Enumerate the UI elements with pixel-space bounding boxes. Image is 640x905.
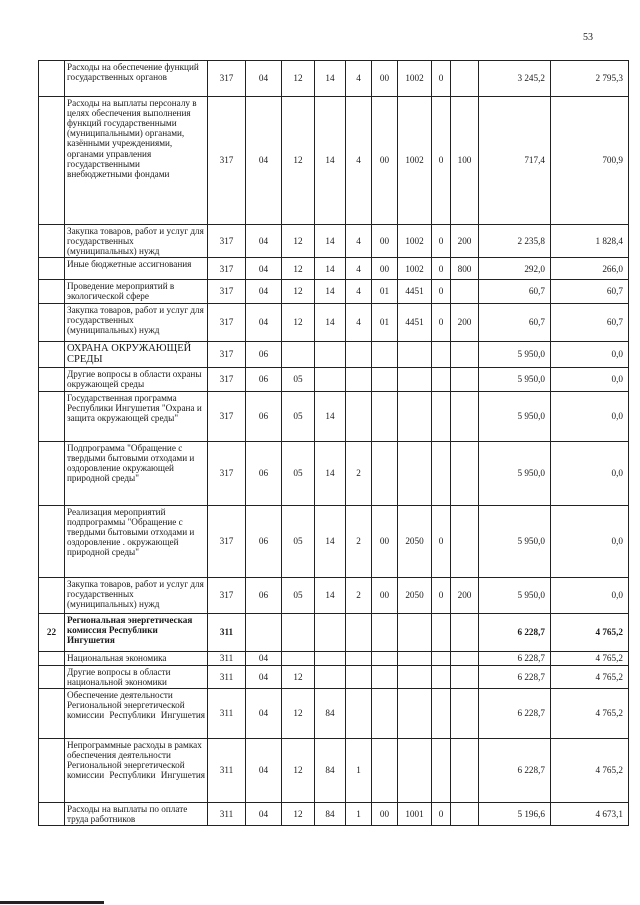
cell-c6: 00 [372,97,398,225]
cell-c4: 84 [315,802,346,825]
table-row [39,738,629,802]
cell-c7 [398,367,432,391]
cell-name: Обеспечение деятельности Региональной энергетической комиссии Республики Ингушетия [65,688,208,738]
cell-c1: 317 [208,367,246,391]
cell-c9 [451,367,479,391]
cell-c4: 84 [315,688,346,738]
cell-c2: 04 [246,280,282,303]
cell-c7: 1002 [398,61,432,97]
cell-num: 22 [39,613,65,651]
cell-c1: 317 [208,303,246,341]
cell-v2: 0,0 [551,441,629,505]
cell-c7: 1002 [398,258,432,280]
table-row [39,367,629,391]
cell-c7 [398,391,432,441]
table-row [39,61,629,97]
cell-num [39,61,65,97]
cell-c7 [398,441,432,505]
cell-name: ОХРАНА ОКРУЖАЮЩЕЙ СРЕДЫ [65,341,208,367]
cell-c8 [432,367,451,391]
cell-c2: 04 [246,802,282,825]
cell-c6: 00 [372,505,398,577]
cell-c8 [432,738,451,802]
cell-c8: 0 [432,505,451,577]
cell-c8 [432,341,451,367]
cell-c6: 00 [372,225,398,258]
cell-c9 [451,61,479,97]
cell-c9 [451,391,479,441]
cell-c2: 04 [246,97,282,225]
cell-c3: 12 [282,225,315,258]
cell-c8: 0 [432,225,451,258]
cell-v1: 292,0 [479,258,551,280]
cell-num [39,688,65,738]
table-row [39,258,629,280]
cell-c7: 1002 [398,97,432,225]
cell-c3: 12 [282,738,315,802]
cell-c3 [282,341,315,367]
cell-c5: 4 [346,97,372,225]
table-row [39,225,629,258]
cell-c5: 2 [346,505,372,577]
cell-c6: 01 [372,303,398,341]
cell-c6 [372,651,398,665]
cell-c4: 14 [315,505,346,577]
cell-c6 [372,367,398,391]
cell-name: Закупка товаров, работ и услуг для государственных (муниципальных) нужд [65,577,208,613]
table-row [39,802,629,825]
cell-c6: 00 [372,802,398,825]
cell-num [39,367,65,391]
cell-name: Расходы на обеспечение функций государственных органов [65,61,208,97]
cell-c5: 1 [346,738,372,802]
page-number: 53 [583,32,593,43]
cell-c1: 311 [208,665,246,688]
cell-v2: 60,7 [551,280,629,303]
cell-v1: 5 196,6 [479,802,551,825]
cell-c1: 317 [208,258,246,280]
cell-c7: 4451 [398,303,432,341]
table-row [39,505,629,577]
cell-c7: 2050 [398,577,432,613]
cell-c9: 100 [451,97,479,225]
cell-c1: 311 [208,651,246,665]
cell-c2: 04 [246,665,282,688]
cell-c1: 317 [208,505,246,577]
cell-c4: 84 [315,738,346,802]
cell-c7 [398,613,432,651]
cell-v2: 4 765,2 [551,665,629,688]
cell-c6 [372,391,398,441]
cell-c5 [346,613,372,651]
cell-c2: 06 [246,441,282,505]
cell-c5 [346,391,372,441]
cell-name: Региональная энергетическая комиссия Республики Ингушетия [65,613,208,651]
cell-c4 [315,665,346,688]
cell-c4: 14 [315,391,346,441]
cell-c5: 4 [346,280,372,303]
cell-num [39,341,65,367]
cell-c2: 06 [246,505,282,577]
cell-c4: 14 [315,280,346,303]
cell-name: Другие вопросы в области охраны окружающей среды [65,367,208,391]
cell-c6 [372,341,398,367]
cell-name: Иные бюджетные ассигнования [65,258,208,280]
cell-v2: 1 828,4 [551,225,629,258]
cell-v1: 5 950,0 [479,577,551,613]
cell-name: Национальная экономика [65,651,208,665]
cell-c2: 06 [246,367,282,391]
cell-c9: 200 [451,303,479,341]
cell-v2: 4 765,2 [551,613,629,651]
cell-c5: 4 [346,225,372,258]
cell-v2: 0,0 [551,367,629,391]
cell-v2: 0,0 [551,341,629,367]
cell-v2: 4 765,2 [551,688,629,738]
table-row [39,577,629,613]
cell-c3: 05 [282,441,315,505]
cell-num [39,441,65,505]
cell-c9 [451,505,479,577]
cell-c3: 12 [282,688,315,738]
cell-c9: 200 [451,225,479,258]
cell-num [39,738,65,802]
cell-v2: 0,0 [551,577,629,613]
table-row [39,665,629,688]
cell-name: Подпрограмма "Обращение с твердыми бытовыми отходами и оздоровление окружающей природной среды" [65,441,208,505]
cell-v2: 0,0 [551,391,629,441]
cell-c8: 0 [432,258,451,280]
cell-c2: 04 [246,303,282,341]
cell-c4: 14 [315,303,346,341]
cell-c5: 2 [346,577,372,613]
cell-c1: 311 [208,802,246,825]
cell-name: Закупка товаров, работ и услуг для государственных (муниципальных) нужд [65,225,208,258]
cell-c2: 04 [246,61,282,97]
table-row [39,688,629,738]
cell-c8: 0 [432,303,451,341]
cell-c7: 1002 [398,225,432,258]
cell-c5: 4 [346,258,372,280]
cell-c6 [372,665,398,688]
cell-c1: 317 [208,391,246,441]
cell-c9 [451,665,479,688]
cell-num [39,225,65,258]
cell-c8: 0 [432,577,451,613]
cell-c3: 12 [282,280,315,303]
cell-c5 [346,367,372,391]
cell-c8 [432,688,451,738]
cell-num [39,280,65,303]
table-row [39,97,629,225]
cell-c5: 2 [346,441,372,505]
cell-c4 [315,613,346,651]
cell-c6 [372,613,398,651]
cell-num [39,97,65,225]
cell-c3: 12 [282,665,315,688]
cell-c3: 05 [282,505,315,577]
cell-num [39,303,65,341]
cell-c7: 1001 [398,802,432,825]
cell-c8 [432,651,451,665]
cell-v1: 3 245,2 [479,61,551,97]
cell-c3: 12 [282,97,315,225]
cell-num [39,651,65,665]
cell-c4: 14 [315,577,346,613]
cell-name: Реализация мероприятий подпрограммы "Обращение с твердыми бытовыми отходами и оздоровление . окружающей природной среды" [65,505,208,577]
cell-c8: 0 [432,97,451,225]
cell-c1: 317 [208,441,246,505]
cell-num [39,258,65,280]
cell-name: Государственная программа Республики Ингушетия "Охрана и защита окружающей среды" [65,391,208,441]
cell-c1: 317 [208,577,246,613]
cell-num [39,577,65,613]
cell-c8: 0 [432,802,451,825]
cell-v2: 0,0 [551,505,629,577]
cell-v1: 6 228,7 [479,665,551,688]
cell-c6 [372,688,398,738]
cell-name: Непрограммные расходы в рамках обеспечения деятельности Региональной энергетической комиссии Республики Ингушетия [65,738,208,802]
cell-c3: 12 [282,258,315,280]
cell-c5 [346,651,372,665]
cell-v2: 700,9 [551,97,629,225]
cell-num [39,505,65,577]
cell-c9: 200 [451,577,479,613]
cell-c9 [451,441,479,505]
cell-c4: 14 [315,441,346,505]
cell-v1: 6 228,7 [479,613,551,651]
cell-c1: 317 [208,280,246,303]
cell-name: Расходы на выплаты персоналу в целях обеспечения выполнения функций государственными (муниципальными) органами, казёнными учреждениями, органами управления государственными внебюджетными фондами [65,97,208,225]
budget-table [38,60,629,826]
cell-c9 [451,802,479,825]
cell-v2: 4 765,2 [551,651,629,665]
cell-c1: 317 [208,341,246,367]
cell-c4: 14 [315,61,346,97]
cell-c2: 04 [246,688,282,738]
cell-c6: 00 [372,577,398,613]
cell-c7 [398,341,432,367]
cell-name: Другие вопросы в области национальной экономики [65,665,208,688]
cell-c3: 12 [282,61,315,97]
cell-c9 [451,341,479,367]
cell-c7 [398,665,432,688]
cell-c4: 14 [315,258,346,280]
cell-v1: 6 228,7 [479,651,551,665]
cell-c5: 4 [346,61,372,97]
cell-v2: 266,0 [551,258,629,280]
cell-v1: 60,7 [479,280,551,303]
cell-c8 [432,665,451,688]
cell-c4 [315,367,346,391]
cell-num [39,665,65,688]
cell-c1: 317 [208,225,246,258]
cell-v1: 5 950,0 [479,505,551,577]
cell-c1: 317 [208,97,246,225]
table-row [39,441,629,505]
cell-v2: 4 673,1 [551,802,629,825]
cell-c3 [282,613,315,651]
cell-name: Расходы на выплаты по оплате труда работников [65,802,208,825]
cell-v1: 5 950,0 [479,391,551,441]
cell-c3: 12 [282,303,315,341]
cell-c2: 06 [246,341,282,367]
cell-c4: 14 [315,225,346,258]
cell-v1: 6 228,7 [479,688,551,738]
cell-c7: 4451 [398,280,432,303]
cell-c9 [451,651,479,665]
table-row [39,613,629,651]
cell-c6 [372,441,398,505]
cell-c8 [432,391,451,441]
cell-c6: 00 [372,258,398,280]
scan-edge-line [0,901,104,904]
cell-c4 [315,651,346,665]
cell-c2: 06 [246,391,282,441]
cell-num [39,802,65,825]
cell-c2: 04 [246,738,282,802]
cell-c9 [451,738,479,802]
cell-c9: 800 [451,258,479,280]
cell-c6: 01 [372,280,398,303]
cell-c1: 317 [208,61,246,97]
cell-c6 [372,738,398,802]
cell-c2: 06 [246,577,282,613]
cell-c8: 0 [432,61,451,97]
cell-c5 [346,665,372,688]
cell-c3: 12 [282,802,315,825]
cell-c5: 4 [346,303,372,341]
cell-c7: 2050 [398,505,432,577]
cell-c7 [398,688,432,738]
cell-num [39,391,65,441]
cell-c2: 04 [246,225,282,258]
cell-c3: 05 [282,391,315,441]
cell-c5 [346,688,372,738]
cell-c2 [246,613,282,651]
cell-c9 [451,280,479,303]
table-row [39,303,629,341]
cell-c2: 04 [246,258,282,280]
table-row [39,391,629,441]
cell-c1: 311 [208,688,246,738]
cell-c2: 04 [246,651,282,665]
cell-c9 [451,613,479,651]
cell-c8: 0 [432,280,451,303]
cell-v1: 5 950,0 [479,367,551,391]
cell-v2: 60,7 [551,303,629,341]
table-body [39,61,629,826]
table-row [39,651,629,665]
cell-c3 [282,651,315,665]
cell-c1: 311 [208,738,246,802]
cell-c6: 00 [372,61,398,97]
cell-c8 [432,613,451,651]
cell-v1: 5 950,0 [479,341,551,367]
cell-c5: 1 [346,802,372,825]
cell-name: Закупка товаров, работ и услуг для государственных (муниципальных) нужд [65,303,208,341]
cell-v1: 6 228,7 [479,738,551,802]
cell-v1: 60,7 [479,303,551,341]
cell-v1: 717,4 [479,97,551,225]
cell-c7 [398,738,432,802]
cell-v1: 5 950,0 [479,441,551,505]
cell-c9 [451,688,479,738]
cell-c8 [432,441,451,505]
cell-name: Проведение мероприятий в экологической сфере [65,280,208,303]
cell-c7 [398,651,432,665]
cell-c4 [315,341,346,367]
cell-v2: 2 795,3 [551,61,629,97]
cell-c3: 05 [282,577,315,613]
table-row [39,280,629,303]
table-row [39,341,629,367]
cell-c3: 05 [282,367,315,391]
cell-c1: 311 [208,613,246,651]
cell-v2: 4 765,2 [551,738,629,802]
cell-c5 [346,341,372,367]
cell-v1: 2 235,8 [479,225,551,258]
cell-c4: 14 [315,97,346,225]
